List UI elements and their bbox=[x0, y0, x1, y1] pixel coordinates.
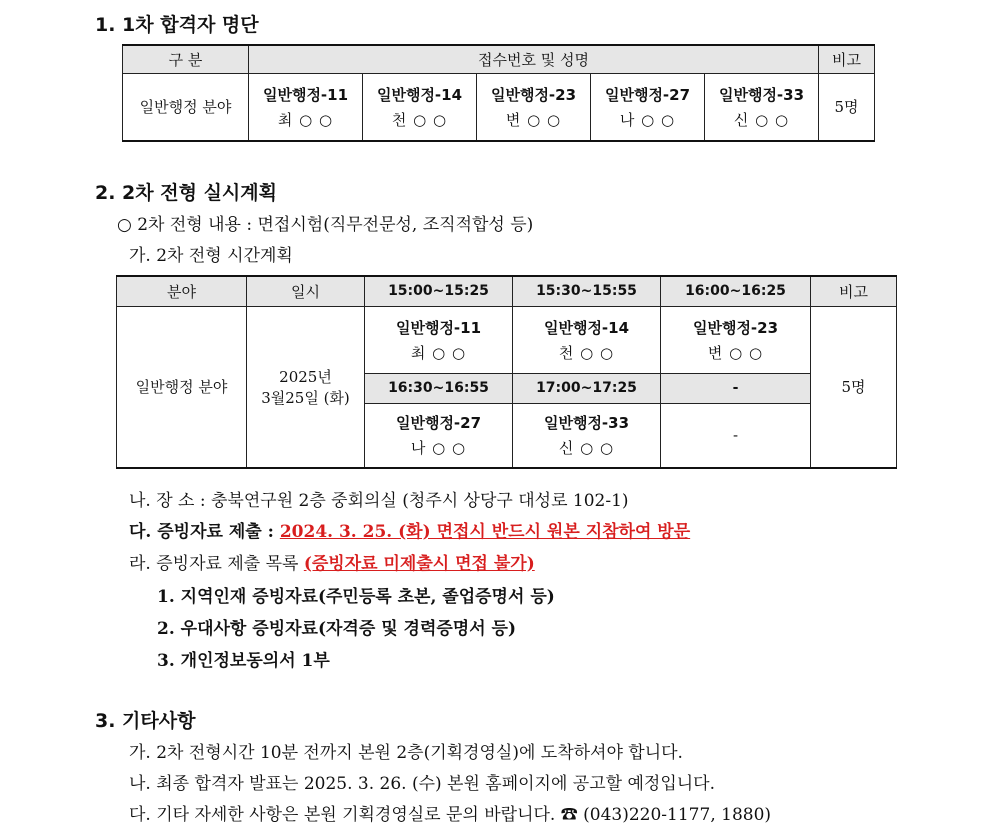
schedule-cell bbox=[513, 306, 661, 373]
interview-content: ○ 2차 전형 내용 : 면접시험(직무전문성, 조직적합성 등) bbox=[117, 215, 534, 235]
row-note: 5명 bbox=[819, 73, 875, 141]
schedule-table bbox=[116, 275, 897, 469]
applicant-code: 일반행정-11 bbox=[262, 85, 349, 104]
docs-list-title bbox=[129, 549, 535, 574]
schedule-cell bbox=[365, 403, 513, 468]
empty-cell: - bbox=[661, 403, 811, 468]
section2-title: 2. 2차 전형 실시계획 bbox=[95, 182, 277, 204]
date-year: 2025년 bbox=[279, 367, 332, 386]
notice-item: 가. 2차 전형시간 10분 전까지 본원 2층(기획경영실)에 도착하셔야 합니다. bbox=[129, 743, 683, 763]
applicant-code: 일반행정-27 bbox=[604, 85, 691, 104]
section1-title: 1. 1차 합격자 명단 bbox=[95, 14, 259, 36]
applicant-name: 천 ○ ○ bbox=[391, 110, 448, 129]
docs-label: 다. 증빙자료 제출 : bbox=[129, 522, 280, 542]
time-slot: 15:00~15:25 bbox=[365, 276, 513, 306]
applicant-name: 신 ○ ○ bbox=[733, 110, 790, 129]
applicant-code: 일반행정-23 bbox=[692, 318, 779, 337]
applicant-name: 변 ○ ○ bbox=[505, 110, 562, 129]
docs-deadline bbox=[129, 517, 690, 542]
applicant-name: 나 ○ ○ bbox=[410, 439, 467, 458]
notice-item: 나. 최종 합격자 발표는 2025. 3. 26. (수) 본원 홈페이지에 공고할 예정입니다. bbox=[129, 774, 715, 794]
time-slot: 15:30~15:55 bbox=[513, 276, 661, 306]
time-slot: 16:30~16:55 bbox=[365, 373, 513, 403]
interview-place: 나. 장 소 : 충북연구원 2층 중회의실 (청주시 상당구 대성로 102-1) bbox=[129, 491, 629, 511]
applicant-code: 일반행정-23 bbox=[490, 85, 577, 104]
schedule-cell bbox=[365, 306, 513, 373]
applicant-name: 최 ○ ○ bbox=[410, 343, 467, 362]
docs-list-warning: (증빙자료 미제출시 면접 불가) bbox=[303, 554, 535, 574]
applicant-code: 일반행정-14 bbox=[376, 85, 463, 104]
schedule-cell bbox=[661, 306, 811, 373]
notice-item: 다. 기타 자세한 사항은 본원 기획경영실로 문의 바랍니다. ☎ (043)220-1177, 1880) bbox=[129, 805, 772, 825]
applicants-table bbox=[122, 44, 875, 142]
applicant-cell bbox=[591, 73, 705, 141]
time-slot: 16:00~16:25 bbox=[661, 276, 811, 306]
applicant-code: 일반행정-11 bbox=[395, 318, 482, 337]
header-note: 비고 bbox=[811, 276, 897, 306]
schedule-cell bbox=[513, 403, 661, 468]
applicant-cell bbox=[249, 73, 363, 141]
applicant-name: 천 ○ ○ bbox=[558, 343, 615, 362]
applicant-name: 변 ○ ○ bbox=[707, 343, 764, 362]
applicant-cell bbox=[477, 73, 591, 141]
applicant-name: 신 ○ ○ bbox=[558, 439, 615, 458]
applicant-cell bbox=[705, 73, 819, 141]
schedule-note: 5명 bbox=[811, 306, 897, 468]
field-cell: 일반행정 분야 bbox=[117, 306, 247, 468]
time-slot: 17:00~17:25 bbox=[513, 373, 661, 403]
header-applicants: 접수번호 및 성명 bbox=[249, 45, 819, 73]
header-field: 분야 bbox=[117, 276, 247, 306]
row-category: 일반행정 분야 bbox=[123, 73, 249, 141]
docs-value: 2024. 3. 25. (화) 면접시 반드시 원본 지참하여 방문 bbox=[279, 522, 691, 542]
schedule-title: 가. 2차 전형 시간계획 bbox=[129, 246, 293, 266]
applicant-code: 일반행정-33 bbox=[718, 85, 805, 104]
date-day: 3월25일 (화) bbox=[261, 388, 350, 407]
time-slot: - bbox=[661, 373, 811, 403]
header-date: 일시 bbox=[247, 276, 365, 306]
docs-list-label: 라. 증빙자료 제출 목록 bbox=[129, 554, 304, 574]
docs-item: 1. 지역인재 증빙자료(주민등록 초본, 졸업증명서 등) bbox=[157, 587, 555, 607]
applicant-name: 나 ○ ○ bbox=[619, 110, 676, 129]
date-cell bbox=[247, 306, 365, 468]
applicant-code: 일반행정-27 bbox=[395, 414, 482, 433]
docs-item: 3. 개인정보동의서 1부 bbox=[157, 651, 330, 671]
applicant-name: 최 ○ ○ bbox=[277, 110, 334, 129]
section3-title: 3. 기타사항 bbox=[95, 710, 196, 732]
applicant-cell bbox=[363, 73, 477, 141]
header-category: 구 분 bbox=[123, 45, 249, 73]
header-note: 비고 bbox=[819, 45, 875, 73]
applicant-code: 일반행정-33 bbox=[543, 414, 630, 433]
docs-item: 2. 우대사항 증빙자료(자격증 및 경력증명서 등) bbox=[157, 619, 517, 639]
applicant-code: 일반행정-14 bbox=[543, 318, 630, 337]
